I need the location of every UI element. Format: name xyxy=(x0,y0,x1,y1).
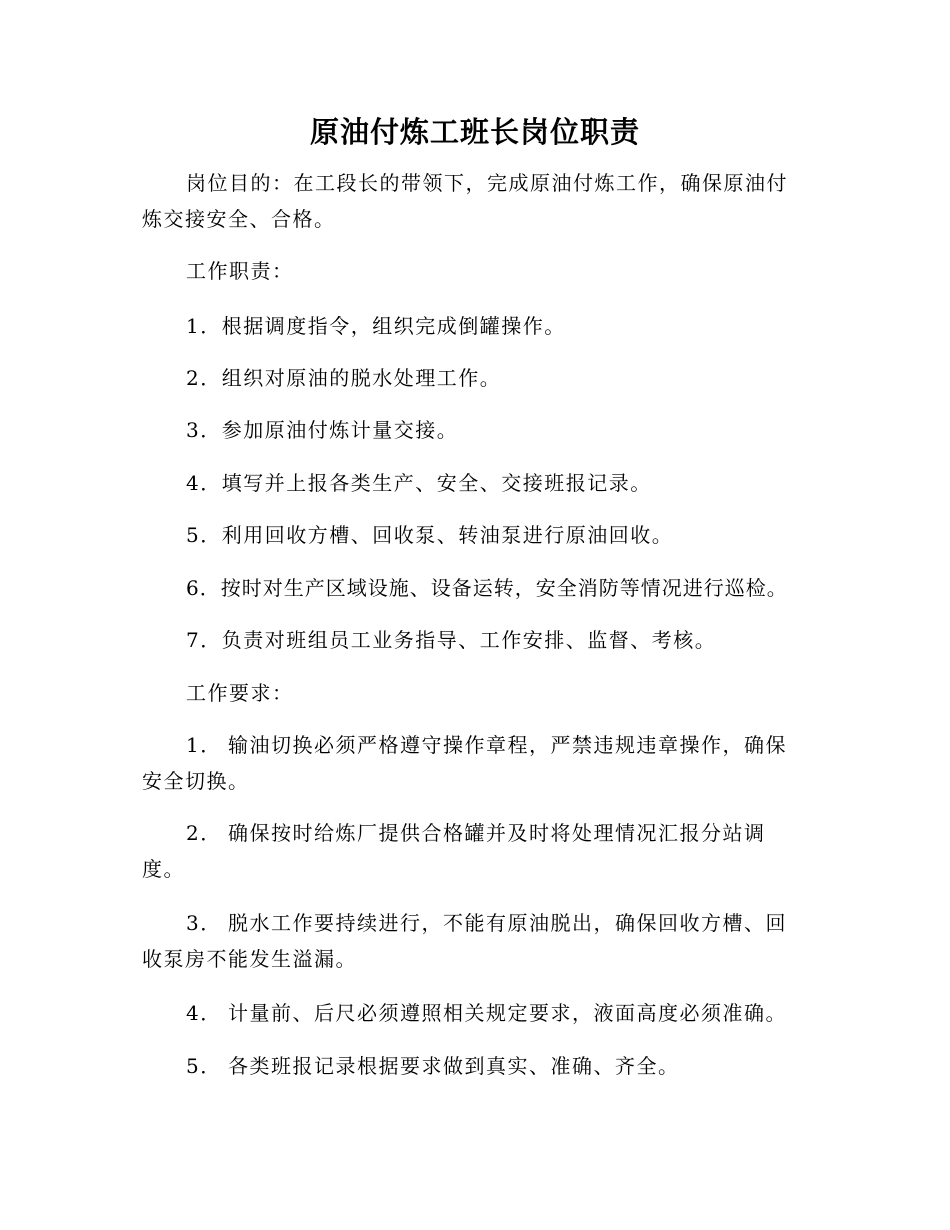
requirement-number: 5． xyxy=(186,1054,222,1078)
requirement-text: 确保按时给炼厂提供合格罐并及时将处理情况汇报分站调度。 xyxy=(142,821,766,881)
requirements-heading: 工作要求： xyxy=(186,681,294,705)
duty-text: 按时对生产区域设施、设备运转，安全消防等情况进行巡检。 xyxy=(220,576,788,600)
requirement-number: 1． xyxy=(186,733,222,757)
duty-number: 3． xyxy=(186,418,222,442)
requirement-number: 2． xyxy=(186,821,222,845)
duty-number: 4． xyxy=(186,471,222,495)
duty-item xyxy=(142,517,802,553)
duty-item xyxy=(142,465,802,501)
requirement-item xyxy=(142,995,802,1031)
duty-text: 负责对班组员工业务指导、工作安排、监督、考核。 xyxy=(221,628,717,652)
duty-item xyxy=(142,412,802,448)
requirement-item xyxy=(142,1048,802,1084)
duty-number: 6． xyxy=(186,576,221,600)
duty-number: 1． xyxy=(186,314,222,338)
duty-item xyxy=(142,622,802,658)
duty-text: 利用回收方槽、回收泵、转油泵进行原油回收。 xyxy=(221,523,674,547)
duty-text: 填写并上报各类生产、安全、交接班报记录。 xyxy=(221,471,652,495)
duty-item xyxy=(142,308,802,344)
requirement-number: 3． xyxy=(186,911,222,935)
duty-number: 5． xyxy=(186,523,222,547)
requirement-text: 脱水工作要持续进行，不能有原油脱出，确保回收方槽、回收泵房不能发生溢漏。 xyxy=(142,911,787,971)
duty-text: 参加原油付炼计量交接。 xyxy=(221,418,459,442)
duty-text: 根据调度指令，组织完成倒罐操作。 xyxy=(221,314,566,338)
duty-item xyxy=(142,360,802,396)
requirement-number: 4． xyxy=(186,1001,222,1025)
requirement-text: 各类班报记录根据要求做到真实、准确、齐全。 xyxy=(228,1054,680,1078)
duty-number: 7． xyxy=(186,628,222,652)
duty-number: 2． xyxy=(186,366,222,390)
requirement-item xyxy=(142,727,802,799)
intro-paragraph: 岗位目的：在工段长的带领下，完成原油付炼工作，确保原油付炼交接安全、合格。 xyxy=(142,171,788,231)
duties-heading: 工作职责： xyxy=(186,259,294,283)
duty-item xyxy=(142,570,822,606)
requirement-text: 计量前、后尺必须遵照相关规定要求，液面高度必须准确。 xyxy=(228,1001,787,1025)
requirement-text: 输油切换必须严格遵守操作章程，严禁违规违章操作，确保安全切换。 xyxy=(142,733,787,793)
requirement-item xyxy=(142,905,802,977)
duty-text: 组织对原油的脱水处理工作。 xyxy=(221,366,502,390)
document-title: 原油付炼工班长岗位职责 xyxy=(309,115,640,149)
requirement-item xyxy=(142,815,802,887)
